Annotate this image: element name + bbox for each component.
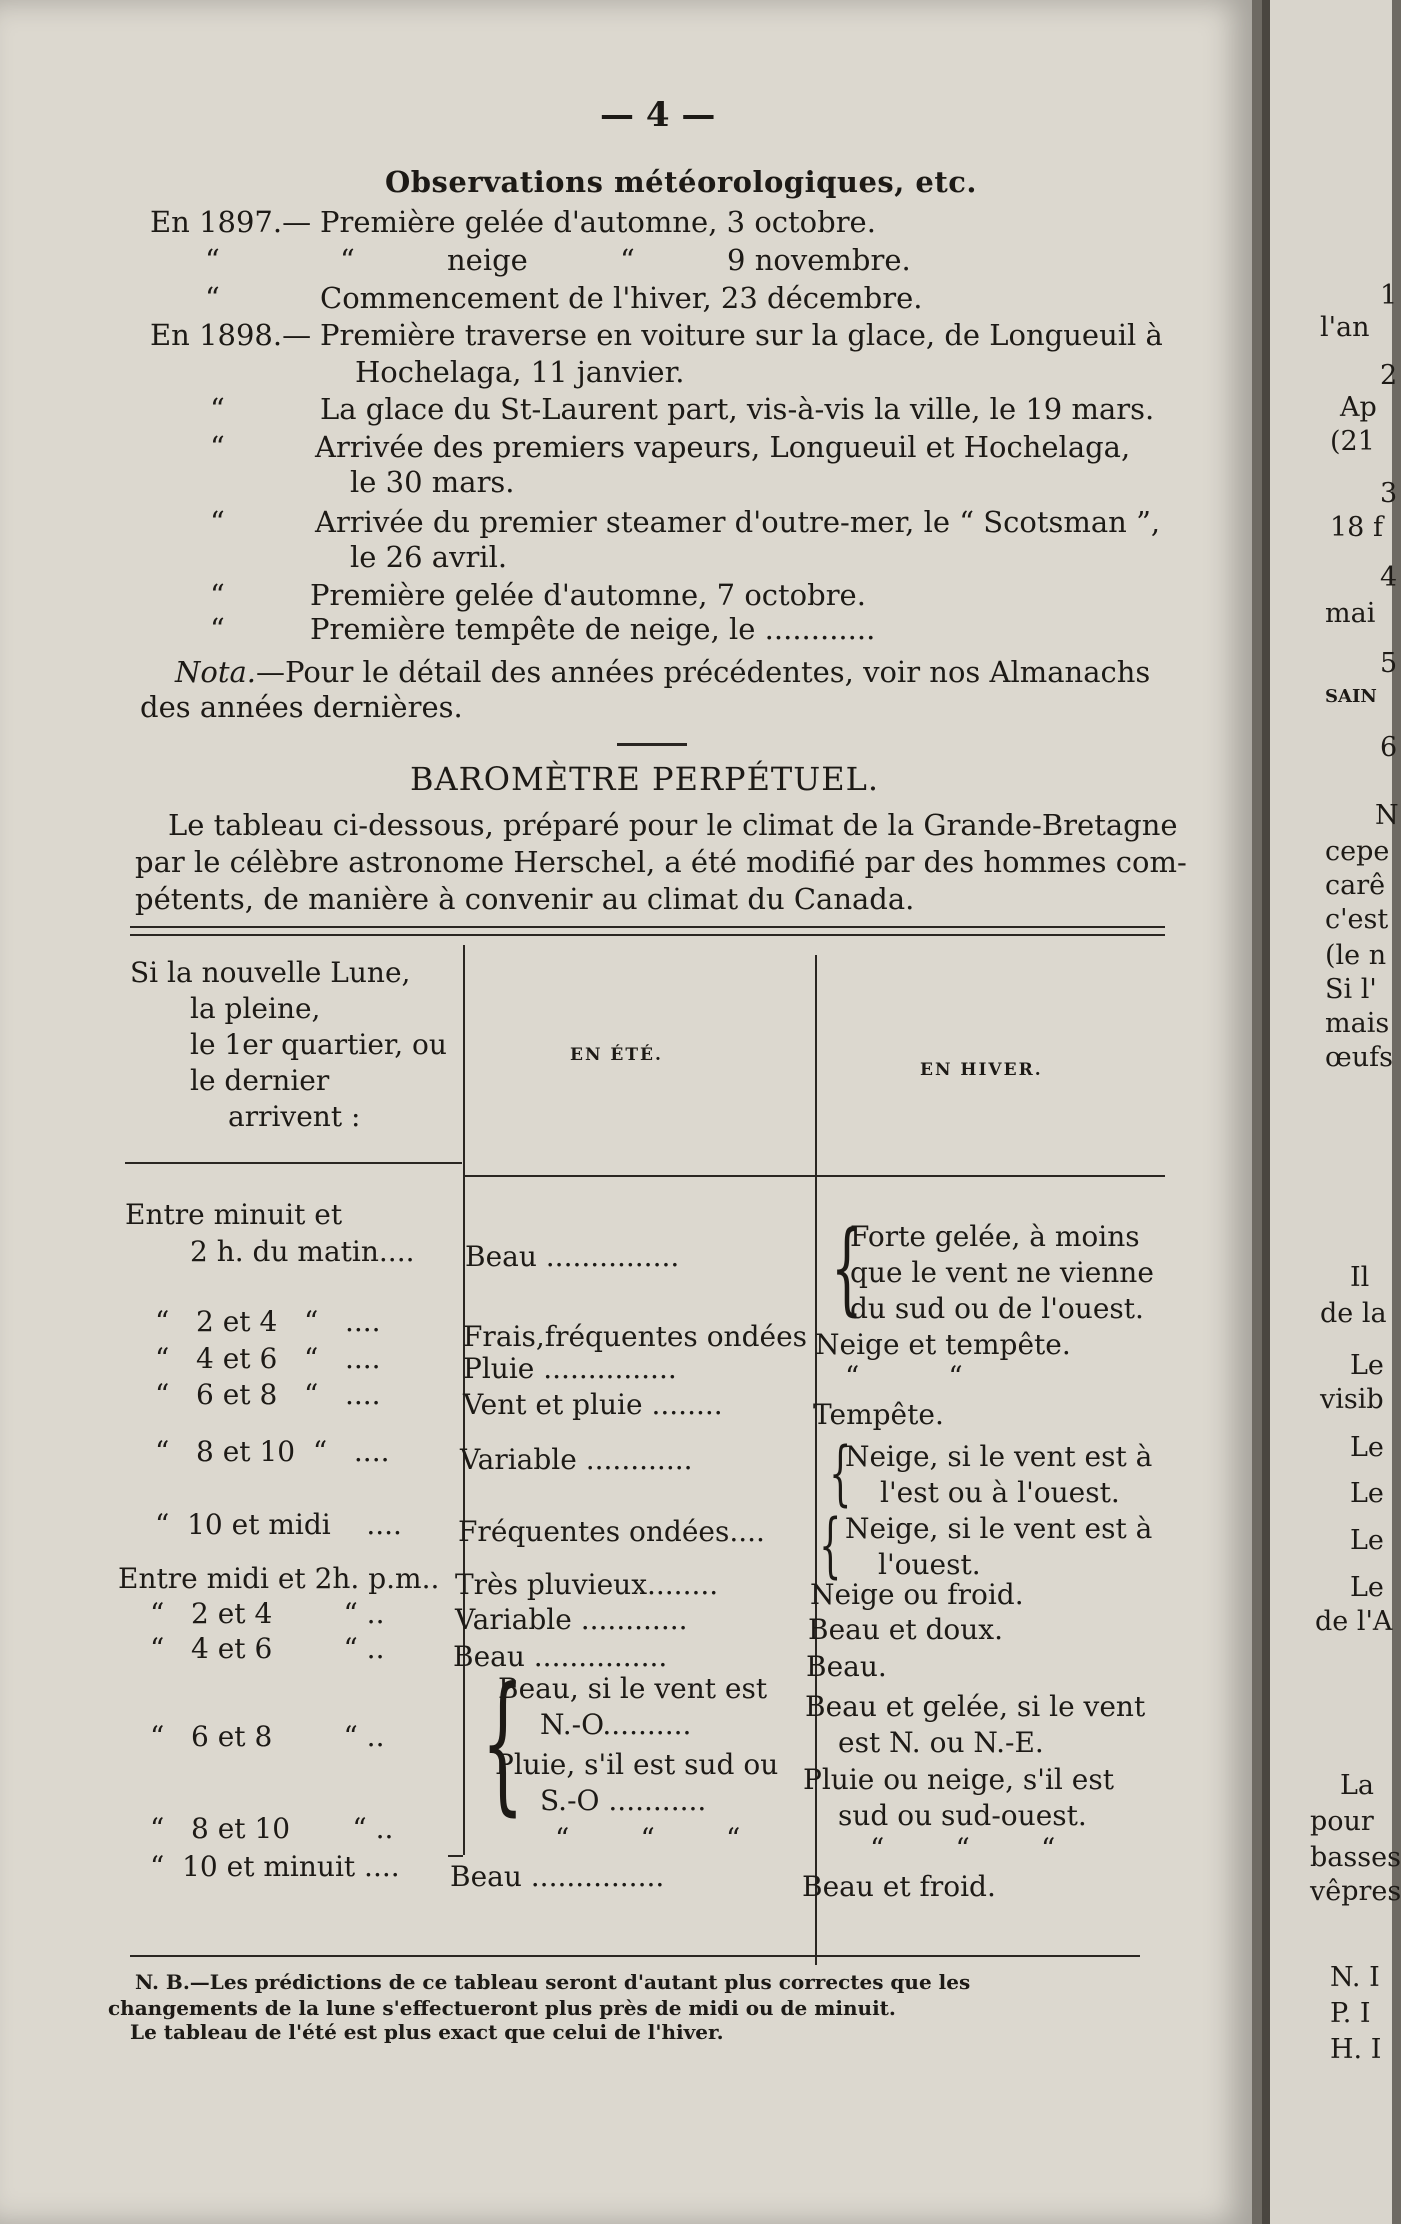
table-top-rule <box>130 926 1165 928</box>
row-time: “ 6 et 8 “ .. <box>150 1720 385 1753</box>
row-time: Entre midi et 2h. p.m.. <box>118 1562 440 1595</box>
barometre-title: BAROMÈTRE PERPÉTUEL. <box>410 760 880 798</box>
fragment: (21 <box>1330 426 1375 457</box>
row-time: “ 4 et 6 “ .... <box>155 1342 381 1375</box>
fragment: œufs <box>1325 1042 1393 1073</box>
fragment: La <box>1340 1770 1375 1801</box>
table-header-line: Si la nouvelle Lune, <box>130 956 411 989</box>
obs-line: Première traverse en voiture sur la glace, de Longueuil à <box>320 318 1163 352</box>
obs-line: Hochelaga, 11 janvier. <box>355 355 685 389</box>
row-hiver: l'est ou à l'ouest. <box>880 1476 1120 1509</box>
obs-ditto: “ <box>210 392 225 426</box>
row-ete: Frais,fréquentes ondées <box>463 1320 808 1353</box>
obs-ditto: “ <box>210 430 225 464</box>
row-ete: S.-O ........... <box>540 1784 707 1817</box>
obs-line: le 30 mars. <box>350 465 515 499</box>
table-header-rule <box>465 1175 1165 1177</box>
obs-year-label: En 1897.— <box>150 205 312 239</box>
adjacent-page <box>1262 0 1401 2224</box>
nota-line-2: des années dernières. <box>140 690 463 724</box>
table-header-line: arrivent : <box>228 1100 361 1133</box>
table-bottom-rule <box>130 1955 1140 1957</box>
brace: { <box>829 1432 852 1514</box>
brace: { <box>819 1504 842 1586</box>
obs-year-label: En 1898.— <box>150 318 312 352</box>
nota-line <box>175 655 1150 689</box>
row-time: “ 2 et 4 “ .. <box>150 1597 385 1630</box>
obs-ditto: “ <box>210 505 225 539</box>
fragment: H. I <box>1330 2034 1382 2065</box>
row-hiver: sud ou sud-ouest. <box>838 1799 1087 1832</box>
row-time: “ 8 et 10 “ .... <box>155 1435 390 1468</box>
row-hiver: Neige ou froid. <box>810 1578 1024 1611</box>
fragment: 3 <box>1380 478 1398 509</box>
row-ete: Beau, si le vent est <box>498 1672 768 1705</box>
brace: { <box>481 1656 525 1830</box>
table-header-line: la pleine, <box>190 992 321 1025</box>
row-hiver: Beau. <box>806 1650 887 1683</box>
fragment: 6 <box>1380 732 1398 763</box>
obs-line: Première tempête de neige, le ............ <box>310 612 876 646</box>
obs-ditto: “ <box>210 578 225 612</box>
obs-ditto: “ <box>205 243 220 277</box>
obs-line: “ neige “ 9 novembre. <box>340 243 911 277</box>
fragment: mais <box>1325 1008 1390 1039</box>
row-hiver: Beau et froid. <box>802 1870 996 1903</box>
row-time: “ 10 et midi .... <box>155 1508 402 1541</box>
row-ete: N.-O.......... <box>540 1708 692 1741</box>
row-ete: Beau ............... <box>450 1860 665 1893</box>
row-time: “ 6 et 8 “ .... <box>155 1378 381 1411</box>
fragment: c'est <box>1325 904 1389 935</box>
row-time: 2 h. du matin.... <box>190 1235 415 1268</box>
fragment: Le <box>1350 1478 1384 1509</box>
fragment: P. I <box>1330 1998 1371 2029</box>
obs-line: Première gelée d'automne, 7 octobre. <box>310 578 866 612</box>
obs-line: Commencement de l'hiver, 23 décembre. <box>320 281 923 315</box>
fragment: 5 <box>1380 648 1398 679</box>
obs-ditto: “ <box>205 281 220 315</box>
fragment: l'an <box>1320 312 1370 343</box>
row-hiver: est N. ou N.-E. <box>838 1726 1044 1759</box>
fragment: Le <box>1350 1350 1384 1381</box>
nota-label: Nota. <box>175 655 256 689</box>
separator-rule <box>617 743 687 746</box>
row-ete: Vent et pluie ........ <box>463 1388 723 1421</box>
intro-line: Le tableau ci-dessous, préparé pour le climat de la Grande-Bretagne <box>168 808 1178 842</box>
column-header-ete: EN ÉTÉ. <box>570 1045 663 1065</box>
obs-line: Arrivée du premier steamer d'outre-mer, le “ Scotsman ”, <box>315 505 1161 539</box>
fragment: mai <box>1325 598 1376 629</box>
row-hiver: Neige, si le vent est à <box>845 1512 1153 1545</box>
intro-line: pétents, de manière à convenir au climat du Canada. <box>135 882 915 916</box>
row-hiver: Pluie ou neige, s'il est <box>803 1763 1114 1796</box>
table-rule-segment <box>448 1855 463 1857</box>
obs-line: La glace du St-Laurent part, vis-à-vis la ville, le 19 mars. <box>320 392 1155 426</box>
fragment: Ap <box>1340 392 1377 423</box>
row-hiver: “ “ <box>845 1360 963 1393</box>
fragment: Si l' <box>1325 974 1377 1005</box>
fragment: N. I <box>1330 1962 1380 1993</box>
nb-line: N. B.—Les prédictions de ce tableau seront d'autant plus correctes que les <box>135 1970 971 1994</box>
row-ete: Très pluvieux........ <box>455 1568 719 1601</box>
nota-text: —Pour le détail des années précédentes, voir nos Almanachs <box>256 655 1151 689</box>
fragment: 4 <box>1380 562 1398 593</box>
fragment: vêpres <box>1310 1876 1401 1907</box>
nb-line: changements de la lune s'effectueront plus près de midi ou de minuit. <box>108 1996 896 2020</box>
section-title: Observations météorologiques, etc. <box>385 165 978 199</box>
row-hiver: Beau et doux. <box>808 1613 1004 1646</box>
fragment: Le <box>1350 1432 1384 1463</box>
obs-line: Première gelée d'automne, 3 octobre. <box>320 205 876 239</box>
fragment: Le <box>1350 1572 1384 1603</box>
row-time: “ 10 et minuit .... <box>150 1850 400 1883</box>
row-time: “ 8 et 10 “ .. <box>150 1812 394 1845</box>
fragment: visib <box>1320 1384 1384 1415</box>
row-ete: Pluie ............... <box>463 1352 677 1385</box>
row-hiver: l'ouest. <box>878 1548 981 1581</box>
row-time: “ 2 et 4 “ .... <box>155 1305 381 1338</box>
page-number: — 4 — <box>600 95 716 135</box>
row-ete: Fréquentes ondées.... <box>458 1515 765 1548</box>
row-ete: Beau ............... <box>465 1240 680 1273</box>
table-header-line: le dernier <box>190 1064 330 1097</box>
row-hiver: Beau et gelée, si le vent <box>805 1690 1146 1723</box>
fragment: de l'A <box>1315 1606 1393 1637</box>
row-hiver: du sud ou de l'ouest. <box>850 1292 1144 1325</box>
fragment: 1 <box>1380 280 1398 311</box>
table-top-rule <box>130 934 1165 936</box>
fragment: carê <box>1325 870 1386 901</box>
row-hiver: “ “ “ <box>870 1832 1056 1865</box>
row-ete: Pluie, s'il est sud ou <box>495 1748 779 1781</box>
fragment: pour <box>1310 1806 1374 1837</box>
row-ete: Beau ............... <box>453 1640 668 1673</box>
row-hiver: Tempête. <box>813 1398 944 1431</box>
fragment: SAIN <box>1325 686 1377 707</box>
fragment: cepe <box>1325 836 1390 867</box>
brace: { <box>830 1209 863 1326</box>
table-column-rule <box>815 955 817 1965</box>
row-hiver: Forte gelée, à moins <box>850 1220 1140 1253</box>
row-time: “ 4 et 6 “ .. <box>150 1632 385 1665</box>
row-ete: Variable ............ <box>455 1603 688 1636</box>
row-hiver: que le vent ne vienne <box>850 1256 1154 1289</box>
fragment: basses <box>1310 1842 1401 1873</box>
nb-line: Le tableau de l'été est plus exact que celui de l'hiver. <box>130 2020 724 2044</box>
fragment: N <box>1375 800 1399 831</box>
table-header-rule <box>125 1162 462 1164</box>
obs-ditto: “ <box>210 612 225 646</box>
obs-line: Arrivée des premiers vapeurs, Longueuil et Hochelaga, <box>315 430 1131 464</box>
fragment: Il <box>1350 1262 1370 1293</box>
column-header-hiver: EN HIVER. <box>920 1060 1043 1080</box>
fragment: Le <box>1350 1525 1384 1556</box>
row-time: Entre minuit et <box>125 1198 343 1231</box>
fragment: (le n <box>1325 940 1387 971</box>
row-ete: “ “ “ <box>555 1822 741 1855</box>
table-header-line: le 1er quartier, ou <box>190 1028 447 1061</box>
fragment: 18 f <box>1330 512 1383 543</box>
fragment: 2 <box>1380 360 1398 391</box>
obs-line: le 26 avril. <box>350 540 508 574</box>
fragment: de la <box>1320 1298 1387 1329</box>
row-hiver: Neige, si le vent est à <box>845 1440 1153 1473</box>
row-hiver: Neige et tempête. <box>815 1328 1071 1361</box>
intro-line: par le célèbre astronome Herschel, a été modifié par des hommes com- <box>135 845 1187 879</box>
row-ete: Variable ............ <box>460 1443 693 1476</box>
